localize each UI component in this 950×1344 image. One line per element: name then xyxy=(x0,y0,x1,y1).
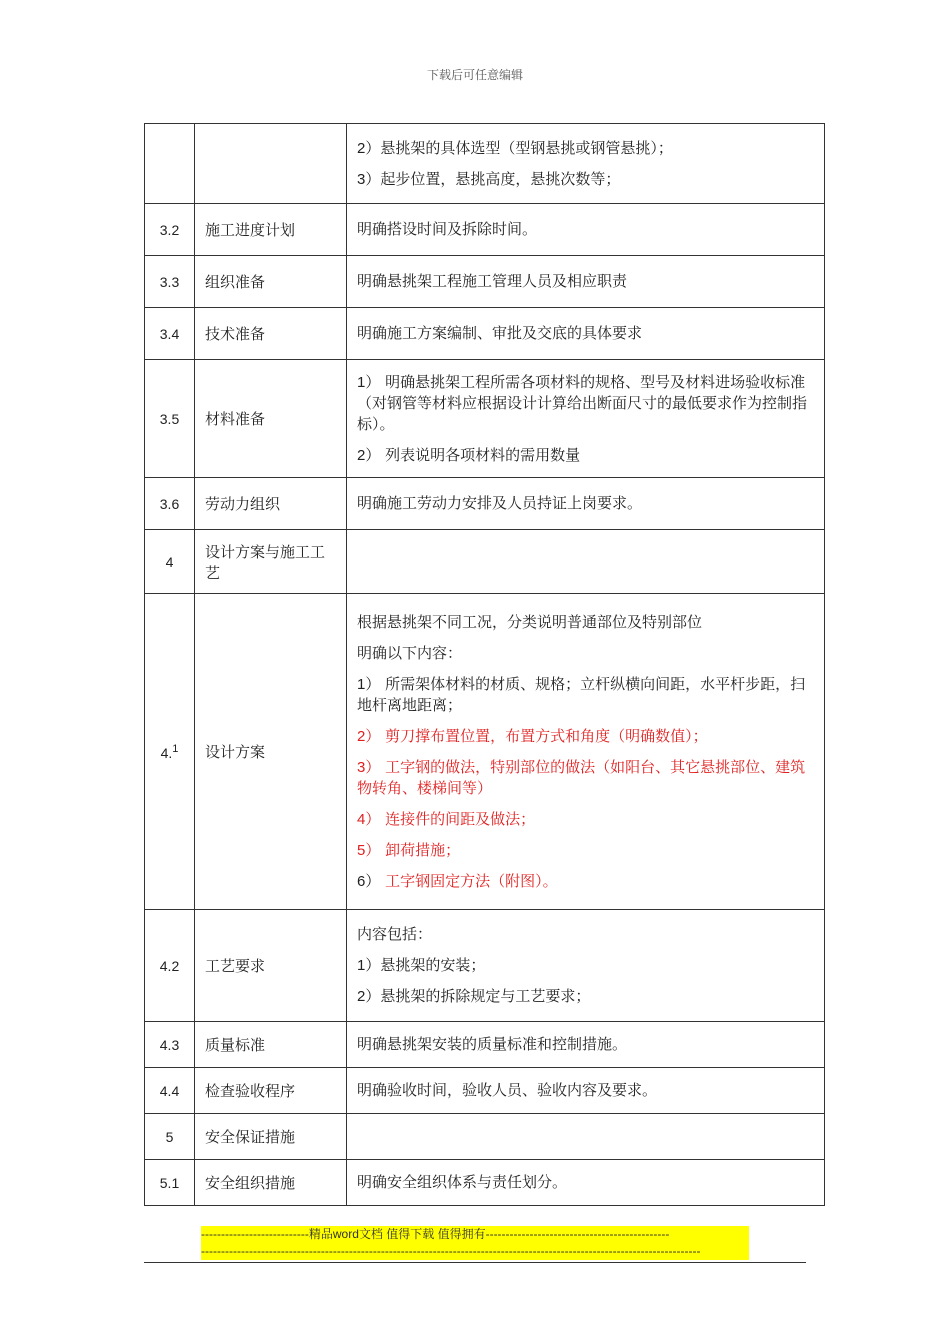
row-description xyxy=(347,1160,825,1206)
table-row xyxy=(145,124,825,204)
row-number: 5.1 xyxy=(145,1160,195,1206)
row-description xyxy=(347,204,825,256)
description-line: 2）悬挑架的拆除规定与工艺要求； xyxy=(357,987,591,1005)
description-line: 明确施工方案编制、审批及交底的具体要求 xyxy=(357,324,643,342)
description-line: 2） 剪刀撑布置位置，布置方式和角度（明确数值）； xyxy=(357,726,708,745)
row-description xyxy=(347,124,825,204)
description-line: 明确搭设时间及拆除时间。 xyxy=(357,220,538,238)
footer-line-2: ----------------------------------------------------------------------------------------------------------------------------- xyxy=(201,1244,701,1258)
row-description xyxy=(347,530,825,594)
description-line: 1） 明确悬挑架工程所需各项材料的规格、型号及材料进场验收标准（对钢管等材料应根据设计计算给出断面尺寸的最低要求作为控制指标）。 xyxy=(357,372,808,433)
description-line: 根据悬挑架不同工况，分类说明普通部位及特别部位 xyxy=(357,612,703,631)
table-row xyxy=(145,308,825,360)
row-description xyxy=(347,1068,825,1114)
table-row xyxy=(145,1114,825,1160)
row-title: 安全保证措施 xyxy=(195,1114,347,1160)
row-title: 工艺要求 xyxy=(195,910,347,1022)
row-description xyxy=(347,1022,825,1068)
table-row xyxy=(145,910,825,1022)
footer-line-1: ---------------------------精品word文档 值得下载 值得拥有---------------------------------------------- xyxy=(201,1227,670,1241)
table-row xyxy=(145,1022,825,1068)
footnote-marker: 1 xyxy=(172,742,179,755)
description-line: 明确安全组织体系与责任划分。 xyxy=(357,1173,568,1191)
description-line: 6） 工字钢固定方法（附图）。 xyxy=(357,871,558,890)
description-line: 2） 列表说明各项材料的需用数量 xyxy=(357,445,581,464)
page-header-note: 下载后可任意编辑 xyxy=(426,68,523,82)
row-description xyxy=(347,1114,825,1160)
row-number: 3.4 xyxy=(145,308,195,360)
table-row xyxy=(145,1068,825,1114)
row-title: 检查验收程序 xyxy=(195,1068,347,1114)
description-line: 2）悬挑架的具体选型（型钢悬挑或钢管悬挑）； xyxy=(357,138,673,157)
row-title: 安全组织措施 xyxy=(195,1160,347,1206)
description-line: 明确以下内容： xyxy=(357,643,463,662)
row-title xyxy=(195,124,347,204)
row-title: 劳动力组织 xyxy=(195,478,347,530)
row-title: 技术准备 xyxy=(195,308,347,360)
description-line: 3） 工字钢的做法，特别部位的做法（如阳台、其它悬挑部位、建筑物转角、楼梯间等） xyxy=(357,757,806,797)
table-row xyxy=(145,530,825,594)
row-description xyxy=(347,308,825,360)
row-number: 5 xyxy=(145,1114,195,1160)
description-line: 4） 连接件的间距及做法； xyxy=(357,809,536,828)
row-number: 3.5 xyxy=(145,360,195,478)
row-title: 设计方案与施工工艺 xyxy=(195,530,347,594)
spec-table xyxy=(144,123,825,1206)
table-row xyxy=(145,204,825,256)
row-number: 3.3 xyxy=(145,256,195,308)
row-number: 4.4 xyxy=(145,1068,195,1114)
description-line: 内容包括： xyxy=(357,925,433,943)
row-number: 4.3 xyxy=(145,1022,195,1068)
description-line: 明确施工劳动力安排及人员持证上岗要求。 xyxy=(357,494,643,512)
table-row xyxy=(145,360,825,478)
description-line: 5） 卸荷措施； xyxy=(357,840,461,859)
table-row xyxy=(145,478,825,530)
row-title: 施工进度计划 xyxy=(195,204,347,256)
description-line: 1）悬挑架的安装； xyxy=(357,956,486,974)
row-number: 3.2 xyxy=(145,204,195,256)
row-number: 4 xyxy=(145,530,195,594)
row-description xyxy=(347,360,825,478)
footer-banner xyxy=(201,1226,749,1260)
table-row xyxy=(145,1160,825,1206)
description-line: 1） 所需架体材料的材质、规格；立杆纵横向间距，水平杆步距，扫地杆离地距离； xyxy=(357,674,806,714)
description-line: 明确验收时间，验收人员、验收内容及要求。 xyxy=(357,1081,658,1099)
row-title: 设计方案 xyxy=(195,594,347,910)
row-title: 质量标准 xyxy=(195,1022,347,1068)
footer-rule xyxy=(144,1262,806,1263)
row-title: 组织准备 xyxy=(195,256,347,308)
row-title: 材料准备 xyxy=(195,360,347,478)
row-number: 4.2 xyxy=(145,910,195,1022)
row-description xyxy=(347,256,825,308)
row-number xyxy=(145,124,195,204)
table-row xyxy=(145,594,825,910)
row-description xyxy=(347,910,825,1022)
row-description xyxy=(347,478,825,530)
description-line: 明确悬挑架工程施工管理人员及相应职责 xyxy=(357,272,628,290)
row-number: 3.6 xyxy=(145,478,195,530)
description-line: 3）起步位置，悬挑高度，悬挑次数等； xyxy=(357,169,621,188)
row-number: 4.$^1$ xyxy=(145,594,195,910)
table-row xyxy=(145,256,825,308)
description-line: 明确悬挑架安装的质量标准和控制措施。 xyxy=(357,1035,628,1053)
row-description xyxy=(347,594,825,910)
